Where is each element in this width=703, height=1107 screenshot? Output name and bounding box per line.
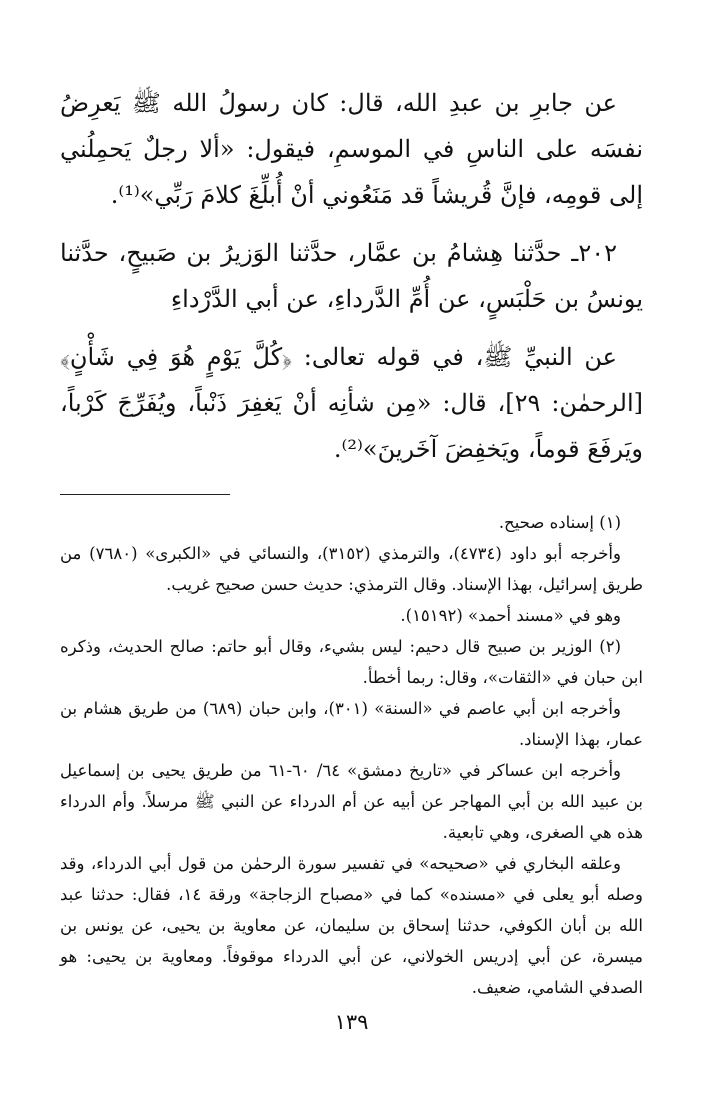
page-number: ١٣٩ <box>334 1010 369 1034</box>
footnote-1-musnad: وهو في «مسند أحمد» (١٥١٩٢). <box>400 606 621 625</box>
hadith-202-isnad: ٢٠٢ـ حدَّثنا هِشامُ بن عمَّار، حدَّثنا الوَزيرُ بن صَبيحٍ، حدَّثنا يونسُ بن حَلْبَسٍ، عن أُمِّ الدَّرداءِ، عن أبي الدَّرْداءِ <box>60 239 643 313</box>
main-text <box>60 80 643 472</box>
footnote-2-ibn-asakir: وأخرجه ابن عساكر في «تاريخ دمشق» ٦٤/ ٦٠-٦١ من طريق يحيى بن إسماعيل بن عبيد الله بن أبي المهاجر عن أبيه عن أم الدرداء عن النبي ﷺ مرسلاً. وأم الدرداء هذه هي الصغرى، وهي تابعية. <box>60 761 643 842</box>
footnote-divider <box>60 494 230 495</box>
footnote-1-takhrij: وأخرجه أبو داود (٤٧٣٤)، والترمذي (٣١٥٢)، والنسائي في «الكبرى» (٧٦٨٠) من طريق إسرائيل، بهذا الإسناد. وقال الترمذي: حديث حسن صحيح غريب. <box>60 544 643 594</box>
footnotes <box>60 507 643 1003</box>
hadith-201-text: عن جابرِ بن عبدِ الله، قال: كان رسولُ الله ﷺ يَعرِضُ نفسَه على الناسِ في الموسمِ، فيقول: «ألا رجلٌ يَحمِلُني إلى قومِه، فإنَّ قُريشاً قد مَنَعُوني أنْ أُبلِّغَ كلامَ رَبِّي»⁽¹⁾. <box>60 89 643 209</box>
hadith-202-matn: عن النبيِّ ﷺ، في قوله تعالى: ﴿كُلَّ يَوْمٍ هُوَ فِي شَأْنٍ﴾ [الرحمٰن: ٢٩]، قال: «مِن شأنِه أنْ يَغفِرَ ذَنْباً، ويُفَرِّجَ كَرْباً، ويَرفَعَ قوماً، ويَخفِضَ آخَرينَ»⁽²⁾. <box>60 343 644 463</box>
footnote-2-bukhari: وعلقه البخاري في «صحيحه» في تفسير سورة الرحمٰن من قول أبي الدرداء، وقد وصله أبو يعلى في «مسنده» كما في «مصباح الزجاجة» ورقة ١٤، فقال: حدثنا عبد الله بن أبان الكوفي، حدثنا إسحاق بن سليمان، عن معاوية بن يحيى، عن يونس بن ميسرة، عن أبي إدريس الخولاني، عن أبي الدرداء موقوفاً. ومعاوية بن يحيى: هو الصدفي الشامي، ضعيف. <box>60 854 643 997</box>
footnote-1-grade: (١) إسناده صحيح. <box>498 513 621 532</box>
page-body <box>60 80 643 1003</box>
footnote-2-narrator: (٢) الوزير بن صبيح قال دحيم: ليس بشيء، وقال أبو حاتم: صالح الحديث، وذكره ابن حبان في «الثقات»، وقال: ربما أخطأ. <box>60 637 643 687</box>
footnote-2-takhrij: وأخرجه ابن أبي عاصم في «السنة» (٣٠١)، وابن حبان (٦٨٩) من طريق هشام بن عمار، بهذا الإسناد. <box>60 699 643 749</box>
